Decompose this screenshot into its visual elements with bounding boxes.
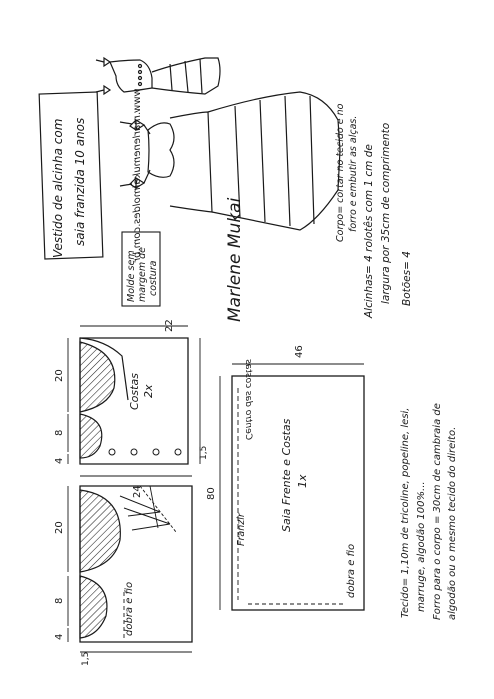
front-dim-24: 24: [132, 485, 143, 498]
button-mark: [131, 449, 137, 455]
website-url: www.marlenemukaimoldes.com.br: [132, 88, 143, 262]
skirt-fold-label: dobra e fio: [346, 543, 357, 598]
signature: Marlene Mukai: [225, 197, 245, 322]
back-piece: [54, 319, 209, 464]
button-mark: [175, 449, 181, 455]
fabric-line-2: marruge, algodão 100%...: [416, 481, 427, 612]
front-dim-4: 4: [54, 633, 65, 640]
botoes-line: Botões= 4: [401, 251, 413, 306]
fabric-notes: [400, 403, 458, 620]
button-mark: [109, 449, 115, 455]
back-dim-20: 20: [54, 369, 65, 382]
dress-back-view: [96, 58, 220, 94]
forro-line-2: algodão ou o mesmo tecido do direito.: [447, 426, 458, 620]
back-label: Costas: [128, 373, 141, 410]
mold-note-line-1: Molde sem: [126, 250, 137, 302]
skirt-label: Saia Frente e Costas: [280, 418, 293, 532]
title-line-2: saia franzida 10 anos: [73, 117, 87, 246]
title-line-1: Vestido de alcinha com: [51, 118, 65, 258]
alcinhas-line-2: largura por 35cm de comprimento: [380, 122, 392, 304]
fabric-line-1: Tecido= 1,10m de tricoline, popeline, lesi,: [400, 407, 411, 618]
front-fold-label: dobra e fio: [124, 581, 135, 636]
front-dim-8: 8: [54, 597, 65, 604]
skirt-qty: 1x: [296, 474, 309, 488]
title-box: [39, 92, 103, 259]
instructions: [335, 103, 413, 319]
back-dim-8: 8: [54, 429, 65, 436]
forro-line-1: Forro para o corpo = 30cm de cambraia de: [432, 403, 443, 620]
front-dim-fold: 1,5: [81, 651, 91, 666]
mold-note-line-2: margem de: [137, 246, 148, 302]
back-dim-4: 4: [54, 457, 65, 464]
back-dim-1-5: 1,5: [199, 445, 209, 460]
skirt-gather-label: Franzir: [236, 513, 247, 546]
skirt-piece: [206, 345, 364, 610]
skirt-dim-80: 80: [206, 487, 217, 500]
back-dim-22: 22: [164, 319, 175, 332]
corpo-line-2: forro e embutir as alças.: [348, 115, 359, 232]
front-dim-20: 20: [54, 521, 65, 534]
button-mark: [153, 449, 159, 455]
alcinhas-line-1: Alcinhas= 4 rolotês com 1 cm de: [363, 144, 375, 318]
front-piece: [54, 476, 192, 666]
skirt-centre-label: Centro das costas: [243, 359, 253, 440]
mold-note-line-3: costura: [148, 260, 159, 296]
corpo-line-1: Corpo= cortar no tecido e no: [335, 103, 346, 242]
skirt-dim-46: 46: [294, 345, 305, 358]
back-qty: 2x: [142, 384, 155, 398]
